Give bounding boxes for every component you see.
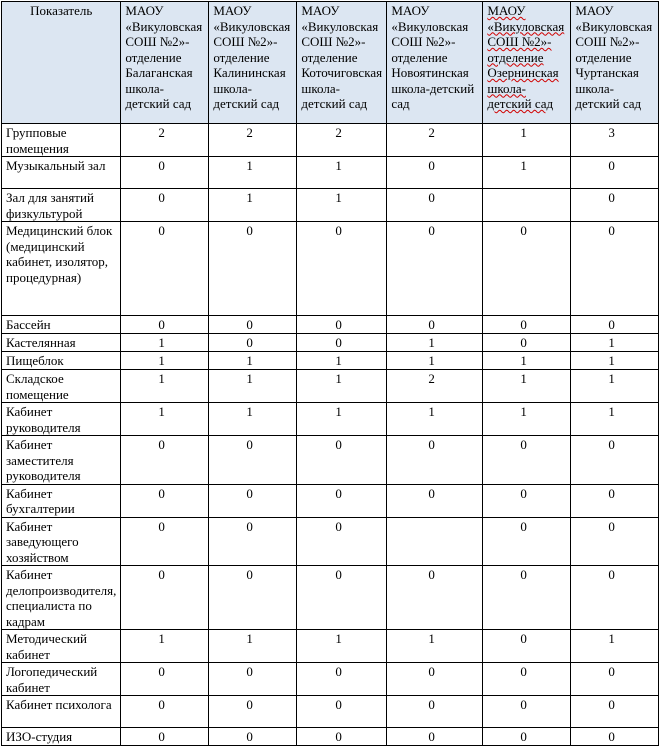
table-row <box>2 630 659 663</box>
table-cell: 1 <box>209 630 297 663</box>
table-cell: 0 <box>209 663 297 696</box>
table-cell: 1 <box>571 334 659 352</box>
table-cell: 1 <box>387 352 483 370</box>
table-cell: 1 <box>571 352 659 370</box>
table-cell: 2 <box>121 124 209 157</box>
table-cell: 1 <box>483 157 571 189</box>
table-cell: 0 <box>483 436 571 485</box>
table-cell: 0 <box>483 316 571 334</box>
table-cell: 0 <box>483 334 571 352</box>
table-cell: 0 <box>387 316 483 334</box>
table-cell: 0 <box>571 696 659 728</box>
header-row <box>2 2 659 124</box>
table-row <box>2 352 659 370</box>
table-cell: 0 <box>483 696 571 728</box>
table-cell: 0 <box>297 334 387 352</box>
table-cell: 1 <box>209 352 297 370</box>
table-cell: 0 <box>483 566 571 630</box>
table-cell: 0 <box>297 696 387 728</box>
table-cell: 0 <box>209 728 297 746</box>
table-cell <box>387 517 483 566</box>
table-cell: 0 <box>297 663 387 696</box>
table-cell: 0 <box>571 222 659 316</box>
row-label: Складское помещение <box>2 370 121 403</box>
table-row <box>2 517 659 566</box>
table-row <box>2 696 659 728</box>
table-cell: 1 <box>209 189 297 222</box>
table-cell: 0 <box>387 222 483 316</box>
table-row <box>2 436 659 485</box>
table-cell: 2 <box>387 124 483 157</box>
row-label: Музыкальный зал <box>2 157 121 189</box>
header-novoyatinskaya: МАОУ «Викуловская СОШ №2»- отделение Новоятинская школа-детский сад <box>387 2 483 124</box>
table-cell: 0 <box>297 517 387 566</box>
table-row <box>2 124 659 157</box>
table-cell: 0 <box>571 663 659 696</box>
table-row <box>2 334 659 352</box>
table-cell: 1 <box>483 352 571 370</box>
table-cell: 0 <box>121 436 209 485</box>
facilities-table <box>1 1 659 746</box>
table-cell: 0 <box>571 316 659 334</box>
table-cell: 1 <box>483 124 571 157</box>
table-cell: 0 <box>209 696 297 728</box>
table-cell: 0 <box>483 484 571 517</box>
table-cell: 1 <box>387 403 483 436</box>
row-label: Групповые помещения <box>2 124 121 157</box>
table-cell: 1 <box>297 189 387 222</box>
row-label: Кабинет руководителя <box>2 403 121 436</box>
header-churtanskaya: МАОУ «Викуловская СОШ №2»- отделение Чуртанская школа-детский сад <box>571 2 659 124</box>
table-cell: 3 <box>571 124 659 157</box>
table-cell: 0 <box>209 436 297 485</box>
table-row <box>2 370 659 403</box>
row-label: Кабинет делопроизводителя, специалиста по кадрам <box>2 566 121 630</box>
table-cell: 1 <box>571 370 659 403</box>
header-ozerninskaya: МАОУ «Викуловская СОШ №2»- отделение Озернинская школа-детский сад <box>483 2 571 124</box>
table-cell: 0 <box>571 517 659 566</box>
table-cell: 0 <box>209 566 297 630</box>
table-row <box>2 728 659 746</box>
table-cell: 0 <box>571 484 659 517</box>
table-cell: 0 <box>483 630 571 663</box>
row-label: Кабинет психолога <box>2 696 121 728</box>
table-cell: 0 <box>483 222 571 316</box>
table-cell: 2 <box>387 370 483 403</box>
table-cell: 1 <box>387 334 483 352</box>
table-cell: 0 <box>209 316 297 334</box>
table-cell: 1 <box>121 370 209 403</box>
table-row <box>2 403 659 436</box>
row-label: Кабинет заместителя руководителя <box>2 436 121 485</box>
row-label: Зал для занятий физкультурой <box>2 189 121 222</box>
table-cell: 0 <box>297 728 387 746</box>
table-row <box>2 157 659 189</box>
table-cell: 0 <box>571 436 659 485</box>
row-label: Методический кабинет <box>2 630 121 663</box>
table-cell: 0 <box>571 566 659 630</box>
table-cell: 0 <box>297 222 387 316</box>
table-cell: 0 <box>121 484 209 517</box>
row-label: Кабинет заведующего хозяйством <box>2 517 121 566</box>
table-cell: 0 <box>121 517 209 566</box>
row-label: Медицинский блок (медицинский кабинет, изолятор, процедурная) <box>2 222 121 316</box>
table-cell: 1 <box>121 334 209 352</box>
table-cell: 0 <box>121 157 209 189</box>
table-cell: 1 <box>121 352 209 370</box>
table-cell: 0 <box>121 728 209 746</box>
table-cell: 0 <box>571 189 659 222</box>
table-row <box>2 316 659 334</box>
table-cell: 1 <box>121 403 209 436</box>
table-cell: 0 <box>297 436 387 485</box>
table-cell: 2 <box>297 124 387 157</box>
header-balaganskaya: МАОУ «Викуловская СОШ №2»- отделение Балаганская школа-детский сад <box>121 2 209 124</box>
table-row <box>2 663 659 696</box>
table-cell: 0 <box>483 517 571 566</box>
table-cell: 1 <box>297 630 387 663</box>
table-cell: 1 <box>209 157 297 189</box>
table-cell: 0 <box>297 566 387 630</box>
table-cell: 1 <box>297 370 387 403</box>
table-cell: 0 <box>209 334 297 352</box>
table-cell: 1 <box>387 630 483 663</box>
table-cell: 0 <box>121 316 209 334</box>
table-cell: 0 <box>209 517 297 566</box>
row-label: Бассейн <box>2 316 121 334</box>
header-kalininskaya: МАОУ «Викуловская СОШ №2»- отделение Калининская школа-детский сад <box>209 2 297 124</box>
table-cell: 0 <box>387 728 483 746</box>
table-cell: 0 <box>209 484 297 517</box>
row-label: Пищеблок <box>2 352 121 370</box>
row-label: Кастелянная <box>2 334 121 352</box>
header-indicator: Показатель <box>2 2 121 124</box>
table-cell: 1 <box>209 370 297 403</box>
table-cell: 0 <box>483 728 571 746</box>
table-cell: 0 <box>387 484 483 517</box>
table-cell: 1 <box>297 157 387 189</box>
table-cell: 0 <box>387 663 483 696</box>
table-cell: 2 <box>209 124 297 157</box>
table-cell: 0 <box>387 157 483 189</box>
table-cell: 0 <box>387 189 483 222</box>
table-cell: 0 <box>387 436 483 485</box>
table-cell: 0 <box>571 157 659 189</box>
table-cell: 0 <box>571 728 659 746</box>
table-cell: 0 <box>121 189 209 222</box>
row-label: Кабинет бухгалтерии <box>2 484 121 517</box>
table-cell: 1 <box>209 403 297 436</box>
row-label: ИЗО-студия <box>2 728 121 746</box>
row-label: Логопедический кабинет <box>2 663 121 696</box>
table-row <box>2 189 659 222</box>
table-cell: 1 <box>297 352 387 370</box>
table-cell: 1 <box>571 403 659 436</box>
table-cell <box>483 189 571 222</box>
table-cell: 0 <box>387 696 483 728</box>
table-cell: 0 <box>121 663 209 696</box>
table-cell: 0 <box>209 222 297 316</box>
table-cell: 0 <box>121 696 209 728</box>
table-cell: 1 <box>571 630 659 663</box>
table-row <box>2 566 659 630</box>
header-kotochigovskaya: МАОУ «Викуловская СОШ №2»- отделение Коточиговская школа-детский сад <box>297 2 387 124</box>
table-cell: 1 <box>483 403 571 436</box>
table-cell: 0 <box>121 222 209 316</box>
table-cell: 0 <box>483 663 571 696</box>
table-cell: 0 <box>121 566 209 630</box>
table-cell: 1 <box>121 630 209 663</box>
table-row <box>2 484 659 517</box>
table-cell: 1 <box>483 370 571 403</box>
table-row <box>2 222 659 316</box>
table-cell: 0 <box>297 484 387 517</box>
table-cell: 0 <box>387 566 483 630</box>
table-cell: 0 <box>297 316 387 334</box>
table-cell: 1 <box>297 403 387 436</box>
